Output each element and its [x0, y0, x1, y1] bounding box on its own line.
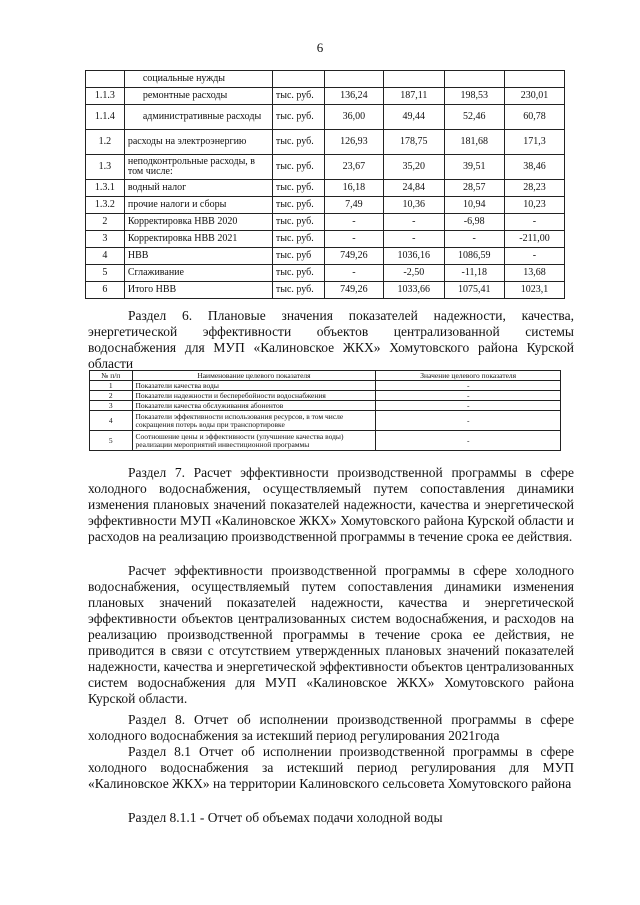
row-number-cell: 5 [86, 265, 125, 282]
value-cell: 749,26 [324, 282, 383, 299]
page-number: 6 [316, 40, 324, 55]
value-cell: 181,68 [444, 130, 504, 155]
unit-cell [272, 71, 324, 88]
value-cell: 36,00 [324, 105, 383, 130]
expense-name-cell: Итого НВВ [124, 282, 272, 299]
value-cell: -11,18 [444, 265, 504, 282]
table-row [86, 248, 565, 265]
value-cell: - [384, 214, 444, 231]
indicator-value-cell: - [376, 411, 561, 431]
table-row [86, 265, 565, 282]
value-cell: 1036,16 [384, 248, 444, 265]
indicator-number-cell: 1 [90, 381, 133, 391]
value-cell [444, 71, 504, 88]
value-cell: 1023,1 [504, 282, 564, 299]
value-cell: - [324, 231, 383, 248]
column-header-value: Значение целевого показателя [376, 371, 561, 381]
value-cell [384, 71, 444, 88]
expense-name-cell: Корректировка НВВ 2021 [124, 231, 272, 248]
table-row [86, 155, 565, 180]
value-cell: 10,36 [384, 197, 444, 214]
unit-cell: тыс. руб. [272, 180, 324, 197]
value-cell: 178,75 [384, 130, 444, 155]
section-8-heading: Раздел 8. Отчет об исполнении производственной программы в сфере холодного водоснабжения за истекший период регулирования 2021года [88, 712, 574, 743]
expense-name-cell: НВВ [124, 248, 272, 265]
indicator-value-cell: - [376, 431, 561, 451]
unit-cell: тыс. руб. [272, 88, 324, 105]
value-cell: 16,18 [324, 180, 383, 197]
section-7-body: Расчет эффективности производственной программы в сфере холодного водоснабжения, осуществляемый путем сопоставления динамики изменения плановых значений показателей надежности, качества и энергетической эффективности объектов централизованных систем водоснабжения, и расходов на реализацию производственной программы в течение срока ее действия, не приводится в связи с отсутствием утвержденных плановых значений показателей надежности, качества и энергетической эффективности объектов централизованных систем водоснабжения для МУП «Калиновское ЖКХ» Хомутовского района Курской области. [88, 563, 574, 706]
value-cell: - [324, 214, 383, 231]
table-row [90, 411, 561, 431]
value-cell: 198,53 [444, 88, 504, 105]
value-cell: 28,23 [504, 180, 564, 197]
value-cell: - [444, 231, 504, 248]
table-row [86, 197, 565, 214]
value-cell: 13,68 [504, 265, 564, 282]
indicator-name-cell: Показатели эффективности использования ресурсов, в том числе сокращения потерь воды при транспортировке [132, 411, 376, 431]
value-cell: 126,93 [324, 130, 383, 155]
row-number-cell: 1.3.2 [86, 197, 125, 214]
indicator-number-cell: 5 [90, 431, 133, 451]
row-number-cell: 6 [86, 282, 125, 299]
section-6-heading: Раздел 6. Плановые значения показателей надежности, качества, энергетической эффективности объектов централизованной системы водоснабжения для МУП «Калиновское ЖКХ» Хомутовского района Курской области [88, 308, 574, 371]
expense-name-cell: социальные нужды [124, 71, 272, 88]
section-8-1-1-heading: Раздел 8.1.1 - Отчет об объемах подачи холодной воды [128, 810, 443, 825]
financial-table [85, 70, 565, 299]
table-row [86, 282, 565, 299]
row-number-cell [86, 71, 125, 88]
value-cell: - [504, 214, 564, 231]
value-cell [504, 71, 564, 88]
value-cell: 52,46 [444, 105, 504, 130]
table-row [90, 401, 561, 411]
table-header-row [90, 371, 561, 381]
value-cell [324, 71, 383, 88]
column-header-number: № п/п [90, 371, 133, 381]
unit-cell: тыс. руб. [272, 197, 324, 214]
indicator-number-cell: 4 [90, 411, 133, 431]
value-cell: 39,51 [444, 155, 504, 180]
row-number-cell: 3 [86, 231, 125, 248]
table-row [86, 105, 565, 130]
indicator-name-cell: Соотношение цены и эффективности (улучшение качества воды) реализации мероприятий инвестиционной программы [132, 431, 376, 451]
value-cell: 60,78 [504, 105, 564, 130]
row-number-cell: 4 [86, 248, 125, 265]
column-header-indicator: Наименование целевого показателя [132, 371, 376, 381]
table-row [90, 381, 561, 391]
row-number-cell: 1.1.3 [86, 88, 125, 105]
table-row [86, 88, 565, 105]
row-number-cell: 1.1.4 [86, 105, 125, 130]
unit-cell: тыс. руб. [272, 282, 324, 299]
indicator-value-cell: - [376, 381, 561, 391]
value-cell: -211,00 [504, 231, 564, 248]
section-7-heading: Раздел 7. Расчет эффективности производственной программы в сфере холодного водоснабжения, осуществляемый путем сопоставления динамики изменения плановых значений показателей надежности, качества и энергетической эффективности МУП «Калиновское ЖКХ» Хомутовского района Курской области и расходов на реализацию производственной программы в течение срока ее действия. [88, 465, 574, 544]
indicator-name-cell: Показатели надежности и бесперебойности водоснабжения [132, 391, 376, 401]
table-row [86, 231, 565, 248]
value-cell: 1086,59 [444, 248, 504, 265]
indicator-name-cell: Показатели качества воды [132, 381, 376, 391]
expense-name-cell: расходы на электроэнергию [124, 130, 272, 155]
unit-cell: тыс. руб. [272, 130, 324, 155]
row-number-cell: 1.3.1 [86, 180, 125, 197]
target-indicators-table [89, 370, 561, 451]
value-cell: 49,44 [384, 105, 444, 130]
expense-name-cell: административные расходы [124, 105, 272, 130]
value-cell: 23,67 [324, 155, 383, 180]
value-cell: -6,98 [444, 214, 504, 231]
row-number-cell: 2 [86, 214, 125, 231]
row-number-cell: 1.2 [86, 130, 125, 155]
table-row [86, 130, 565, 155]
expense-name-cell: водный налог [124, 180, 272, 197]
value-cell: - [504, 248, 564, 265]
table-row [86, 71, 565, 88]
value-cell: -2,50 [384, 265, 444, 282]
value-cell: 10,23 [504, 197, 564, 214]
value-cell: 136,24 [324, 88, 383, 105]
unit-cell: тыс. руб [272, 248, 324, 265]
table-row [86, 214, 565, 231]
table-row [86, 180, 565, 197]
expense-name-cell: Сглаживание [124, 265, 272, 282]
indicator-name-cell: Показатели качества обслуживания абонентов [132, 401, 376, 411]
value-cell: 749,26 [324, 248, 383, 265]
value-cell: 1033,66 [384, 282, 444, 299]
section-8-1-heading: Раздел 8.1 Отчет об исполнении производственной программы в сфере холодного водоснабжения за истекший период регулирования для МУП «Калиновское ЖКХ» на территории Калиновского сельсовета Хомутовского района [88, 744, 574, 791]
value-cell: - [324, 265, 383, 282]
value-cell: 38,46 [504, 155, 564, 180]
value-cell: 10,94 [444, 197, 504, 214]
value-cell: 7,49 [324, 197, 383, 214]
indicator-value-cell: - [376, 391, 561, 401]
value-cell: 35,20 [384, 155, 444, 180]
value-cell: 28,57 [444, 180, 504, 197]
value-cell: - [384, 231, 444, 248]
unit-cell: тыс. руб. [272, 155, 324, 180]
expense-name-cell: прочие налоги и сборы [124, 197, 272, 214]
indicator-number-cell: 2 [90, 391, 133, 401]
unit-cell: тыс. руб. [272, 105, 324, 130]
indicator-number-cell: 3 [90, 401, 133, 411]
unit-cell: тыс. руб. [272, 265, 324, 282]
value-cell: 1075,41 [444, 282, 504, 299]
expense-name-cell: ремонтные расходы [124, 88, 272, 105]
expense-name-cell: неподконтрольные расходы, в том числе: [124, 155, 272, 180]
row-number-cell: 1.3 [86, 155, 125, 180]
indicator-value-cell: - [376, 401, 561, 411]
value-cell: 24,84 [384, 180, 444, 197]
table-row [90, 431, 561, 451]
expense-name-cell: Корректировка НВВ 2020 [124, 214, 272, 231]
value-cell: 187,11 [384, 88, 444, 105]
unit-cell: тыс. руб. [272, 231, 324, 248]
unit-cell: тыс. руб. [272, 214, 324, 231]
table-row [90, 391, 561, 401]
value-cell: 171,3 [504, 130, 564, 155]
value-cell: 230,01 [504, 88, 564, 105]
